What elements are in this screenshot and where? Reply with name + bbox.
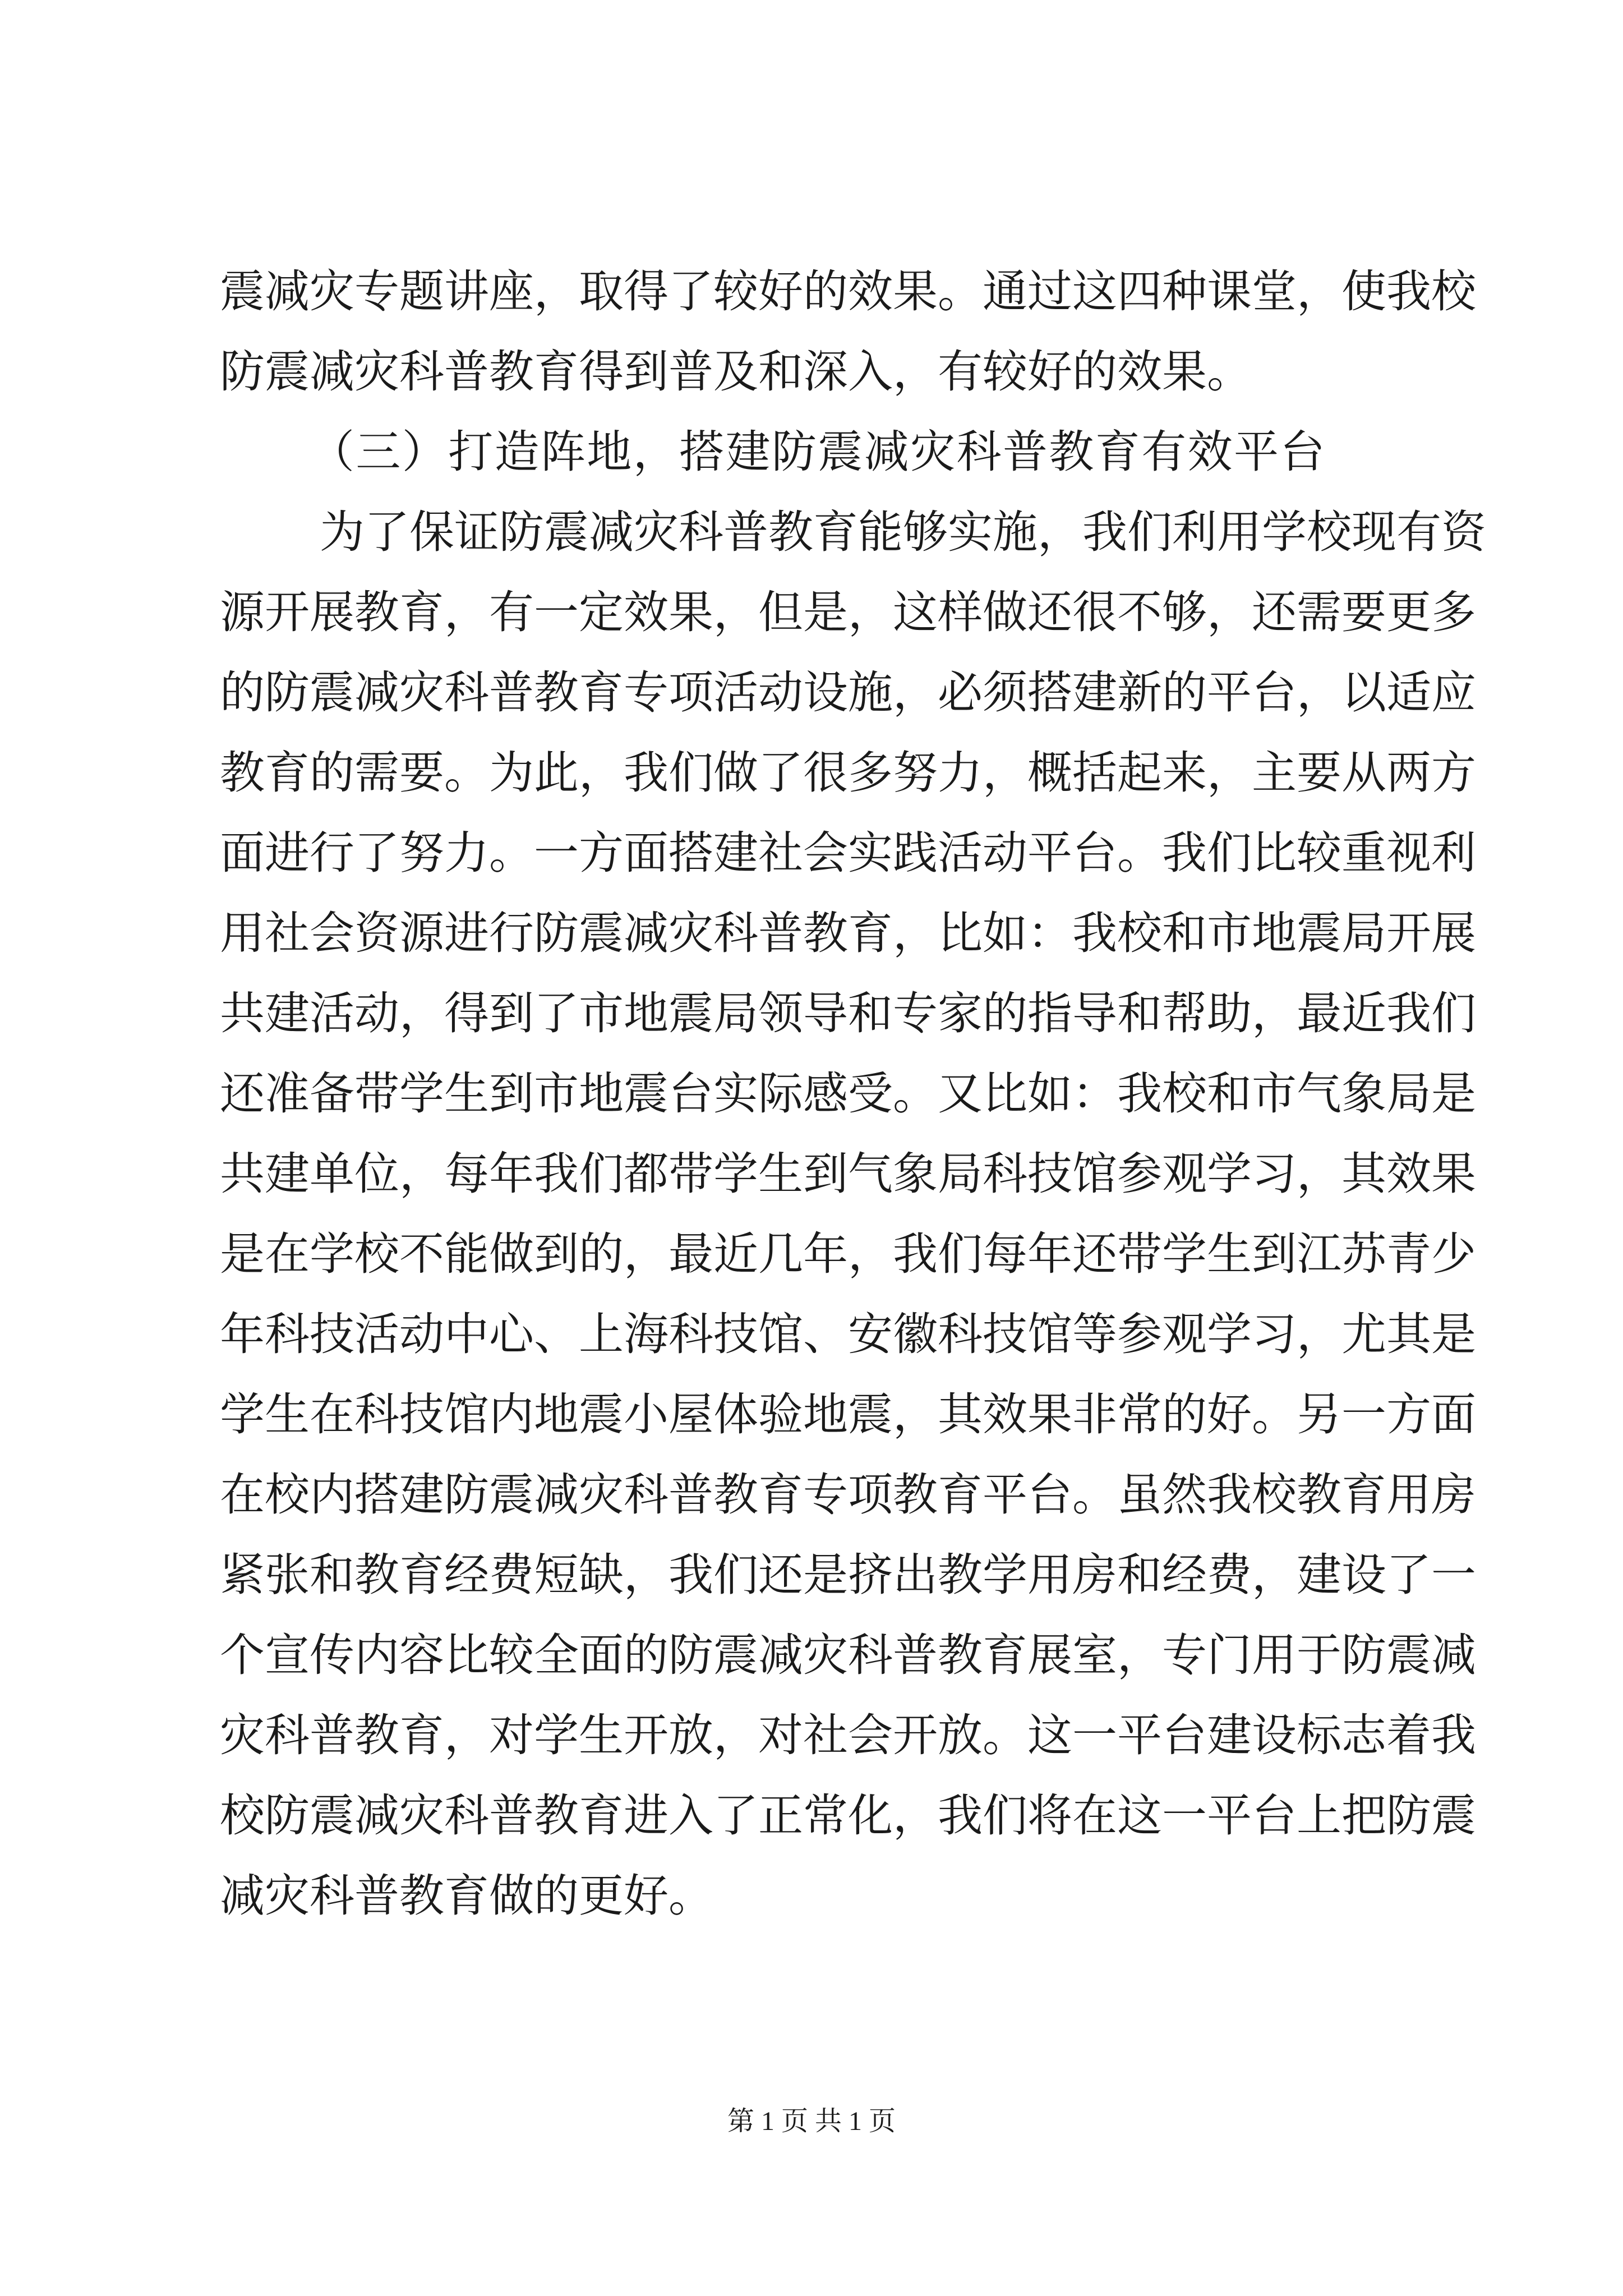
paragraph-line: 年科技活动中心、上海科技馆、安徽科技馆等参观学习，尤其是 bbox=[220, 1308, 1476, 1360]
paragraph-line: 共建活动，得到了市地震局领导和专家的指导和帮助，最近我们 bbox=[220, 987, 1476, 1039]
paragraph-first-line: 为了保证防震减灾科普教育能够实施，我们利用学校现有资 bbox=[320, 506, 1486, 558]
paragraph-line: 用社会资源进行防震减灾科普教育，比如：我校和市地震局开展 bbox=[220, 907, 1476, 959]
paragraph-line: 共建单位，每年我们都带学生到气象局科技馆参观学习，其效果 bbox=[220, 1148, 1476, 1200]
paragraph-last-line: 减灾科普教育做的更好。 bbox=[220, 1870, 713, 1922]
document-body bbox=[220, 251, 1486, 1936]
paragraph-line: 的防震减灾科普教育专项活动设施，必须搭建新的平台，以适应 bbox=[220, 666, 1476, 719]
paragraph-line: 学生在科技馆内地震小屋体验地震，其效果非常的好。另一方面 bbox=[220, 1388, 1476, 1441]
page-number-footer: 第 1 页 共 1 页 bbox=[727, 2106, 896, 2136]
paragraph-line: 源开展教育，有一定效果，但是，这样做还很不够，还需要更多 bbox=[220, 586, 1476, 638]
paragraph-line: 是在学校不能做到的，最近几年，我们每年还带学生到江苏青少 bbox=[220, 1228, 1476, 1280]
paragraph-line: 校防震减灾科普教育进入了正常化，我们将在这一平台上把防震 bbox=[220, 1789, 1476, 1842]
paragraph-line: 紧张和教育经费短缺，我们还是挤出教学用房和经费，建设了一 bbox=[220, 1549, 1476, 1601]
paragraph-line: 面进行了努力。一方面搭建社会实践活动平台。我们比较重视利 bbox=[220, 827, 1476, 879]
paragraph-line: 灾科普教育，对学生开放，对社会开放。这一平台建设标志着我 bbox=[220, 1709, 1476, 1761]
paragraph-line: 教育的需要。为此，我们做了很多努力，概括起来，主要从两方 bbox=[220, 747, 1476, 799]
section-heading: （三）打造阵地，搭建防震减灾科普教育有效平台 bbox=[310, 426, 1326, 478]
body-line: 震减灾专题讲座，取得了较好的效果。通过这四种课堂，使我校 bbox=[220, 265, 1476, 318]
body-line: 防震减灾科普教育得到普及和深入，有较好的效果。 bbox=[220, 346, 1252, 398]
paragraph-line: 还准备带学生到市地震台实际感受。又比如：我校和市气象局是 bbox=[220, 1068, 1476, 1120]
paragraph-line: 个宣传内容比较全面的防震减灾科普教育展室，专门用于防震减 bbox=[220, 1629, 1476, 1681]
paragraph-line: 在校内搭建防震减灾科普教育专项教育平台。虽然我校教育用房 bbox=[220, 1469, 1476, 1521]
